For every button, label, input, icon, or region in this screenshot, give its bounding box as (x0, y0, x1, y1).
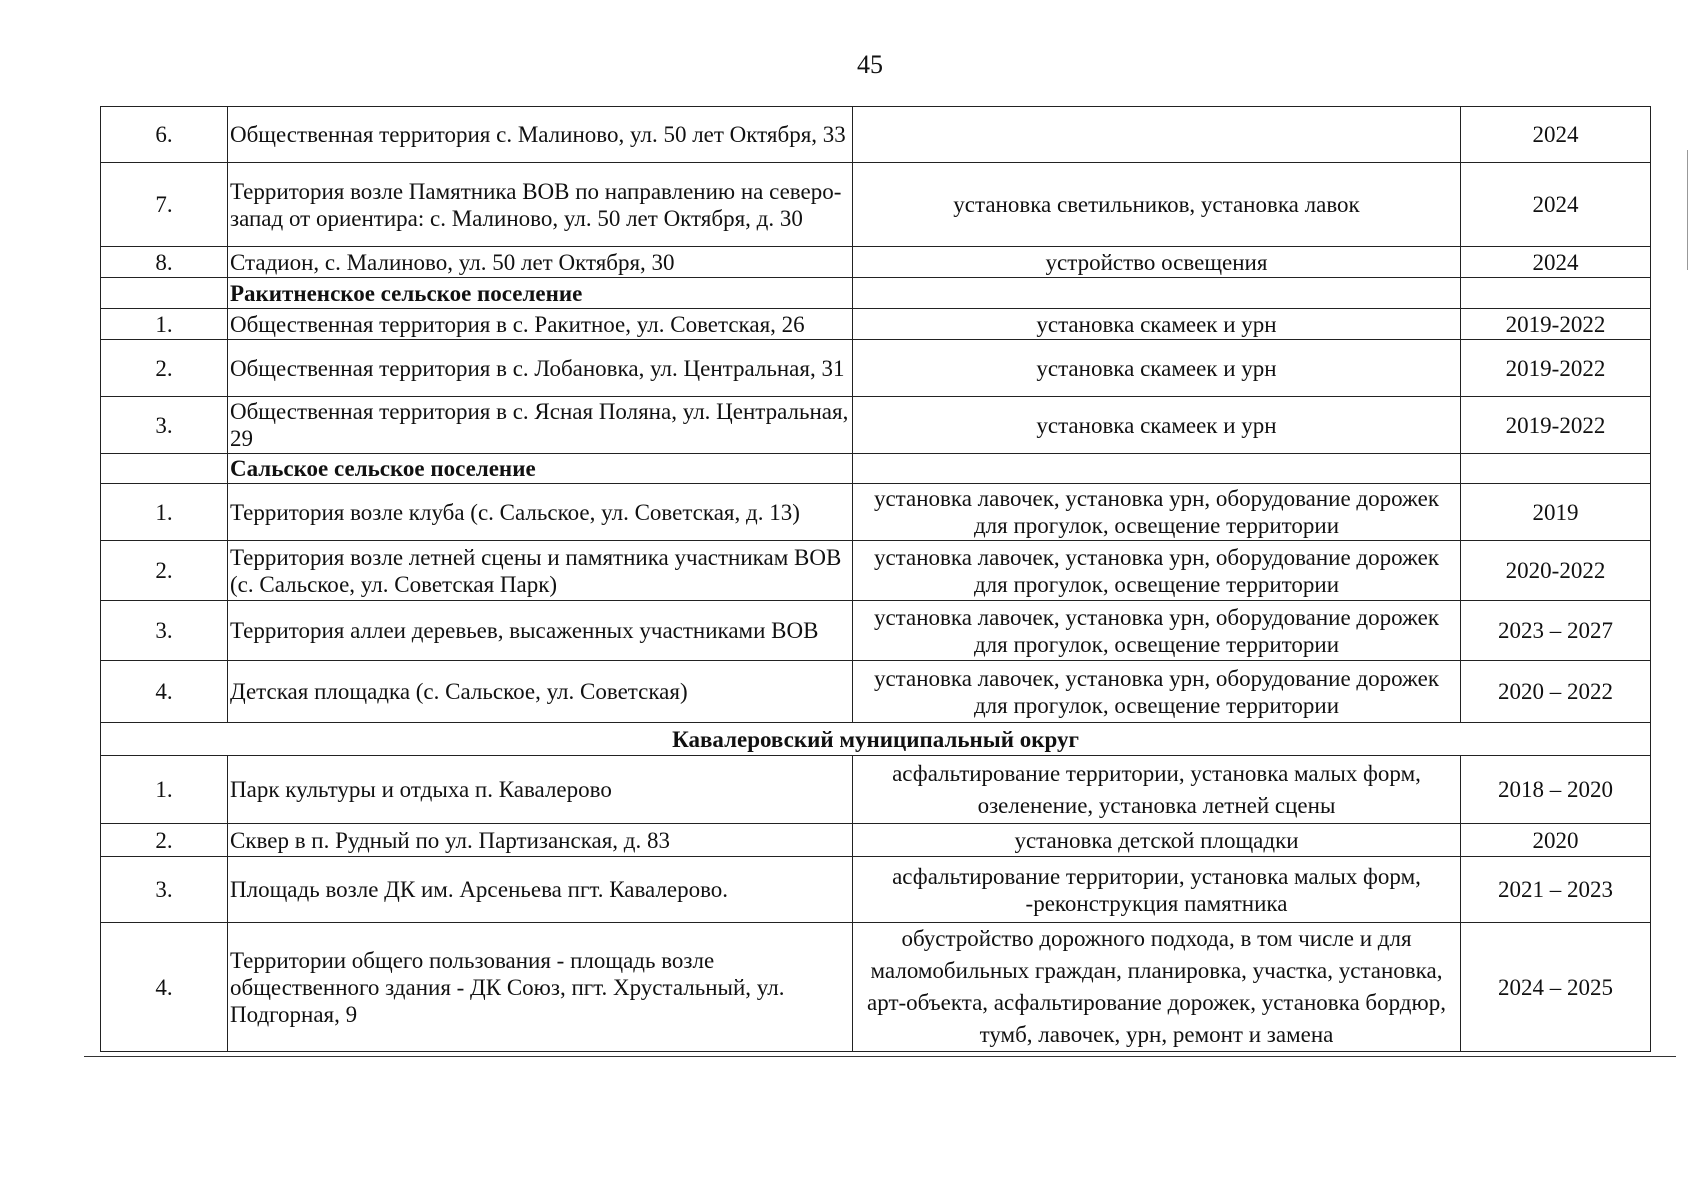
territory-name: Территория аллеи деревьев, высаженных участниками ВОВ (228, 601, 853, 661)
row-number: 4. (101, 923, 228, 1052)
section-number-cell (101, 278, 228, 309)
section-year-cell (1461, 278, 1651, 309)
row-number: 3. (101, 601, 228, 661)
section-title: Ракитненское сельское поселение (228, 278, 853, 309)
territory-name: Площадь возле ДК им. Арсеньева пгт. Кавалерово. (228, 857, 853, 923)
row-number: 3. (101, 397, 228, 454)
work-description: установка светильников, установка лавок (853, 163, 1461, 247)
work-description: установка скамеек и урн (853, 397, 1461, 454)
table-row (101, 601, 1651, 661)
territory-name: Общественная территория с. Малиново, ул. 50 лет Октября, 33 (228, 107, 853, 163)
work-years: 2020-2022 (1461, 541, 1651, 601)
table-row (101, 107, 1651, 163)
table-row (101, 661, 1651, 723)
work-years: 2023 – 2027 (1461, 601, 1651, 661)
row-number: 8. (101, 247, 228, 278)
row-number: 2. (101, 824, 228, 857)
row-number: 1. (101, 756, 228, 824)
territory-name: Территория возле летней сцены и памятника участникам ВОВ (с. Сальское, ул. Советская Парк) (228, 541, 853, 601)
work-description: установка лавочек, установка урн, оборудование дорожек для прогулок, освещение территории (853, 661, 1461, 723)
improvement-table (100, 106, 1651, 1052)
work-description: установка лавочек, установка урн, оборудование дорожек для прогулок, освещение территории (853, 484, 1461, 541)
territory-name: Общественная территория в с. Ракитное, ул. Советская, 26 (228, 309, 853, 340)
row-number: 1. (101, 484, 228, 541)
scan-edge-mark (1687, 150, 1688, 270)
row-number: 1. (101, 309, 228, 340)
work-years: 2020 (1461, 824, 1651, 857)
page-number: 45 (857, 50, 883, 79)
table-row (101, 340, 1651, 397)
work-years: 2019-2022 (1461, 397, 1651, 454)
work-description: установка лавочек, установка урн, оборудование дорожек для прогулок, освещение территории (853, 601, 1461, 661)
row-number: 7. (101, 163, 228, 247)
district-title: Кавалеровский муниципальный округ (101, 723, 1651, 756)
work-years: 2019 (1461, 484, 1651, 541)
table-row (101, 541, 1651, 601)
work-years: 2024 (1461, 107, 1651, 163)
work-description: устройство освещения (853, 247, 1461, 278)
table-row (101, 309, 1651, 340)
section-header-row (101, 278, 1651, 309)
work-years: 2024 – 2025 (1461, 923, 1651, 1052)
table-row (101, 756, 1651, 824)
row-number: 6. (101, 107, 228, 163)
work-description: установка детской площадки (853, 824, 1461, 857)
territory-name: Стадион, с. Малиново, ул. 50 лет Октября, 30 (228, 247, 853, 278)
table-row (101, 484, 1651, 541)
table-row (101, 247, 1651, 278)
row-number: 2. (101, 340, 228, 397)
territory-name: Парк культуры и отдыха п. Кавалерово (228, 756, 853, 824)
row-number: 2. (101, 541, 228, 601)
territory-name: Общественная территория в с. Ясная Поляна, ул. Центральная, 29 (228, 397, 853, 454)
work-description: обустройство дорожного подхода, в том числе и для маломобильных граждан, планировка, участка, установка, арт-объекта, асфальтирование дорожек, установка бордюр, тумб, лавочек, урн, ремонт и замена (853, 923, 1461, 1052)
work-years: 2024 (1461, 247, 1651, 278)
section-number-cell (101, 454, 228, 484)
work-years: 2020 – 2022 (1461, 661, 1651, 723)
territory-name: Сквер в п. Рудный по ул. Партизанская, д. 83 (228, 824, 853, 857)
work-description (853, 107, 1461, 163)
work-description: установка скамеек и урн (853, 309, 1461, 340)
table-row (101, 163, 1651, 247)
territory-name: Общественная территория в с. Лобановка, ул. Центральная, 31 (228, 340, 853, 397)
table-row (101, 824, 1651, 857)
section-title: Сальское сельское поселение (228, 454, 853, 484)
section-work-cell (853, 454, 1461, 484)
territory-name: Территория возле клуба (с. Сальское, ул. Советская, д. 13) (228, 484, 853, 541)
work-years: 2019-2022 (1461, 309, 1651, 340)
row-number: 4. (101, 661, 228, 723)
work-description: асфальтирование территории, установка малых форм, -реконструкция памятника (853, 857, 1461, 923)
table-row (101, 923, 1651, 1052)
district-header-row (101, 723, 1651, 756)
table-row (101, 857, 1651, 923)
territory-name: Территория возле Памятника ВОВ по направлению на северо-запад от ориентира: с. Малиново, ул. 50 лет Октября, д. 30 (228, 163, 853, 247)
section-work-cell (853, 278, 1461, 309)
work-description: установка скамеек и урн (853, 340, 1461, 397)
territory-name: Детская площадка (с. Сальское, ул. Советская) (228, 661, 853, 723)
page-bottom-rule (84, 1056, 1676, 1057)
work-description: асфальтирование территории, установка малых форм, озеленение, установка летней сцены (853, 756, 1461, 824)
work-years: 2021 – 2023 (1461, 857, 1651, 923)
row-number: 3. (101, 857, 228, 923)
work-years: 2018 – 2020 (1461, 756, 1651, 824)
work-years: 2019-2022 (1461, 340, 1651, 397)
work-years: 2024 (1461, 163, 1651, 247)
territory-name: Территории общего пользования - площадь возле общественного здания - ДК Союз, пгт. Хрустальный, ул. Подгорная, 9 (228, 923, 853, 1052)
work-description: установка лавочек, установка урн, оборудование дорожек для прогулок, освещение территории (853, 541, 1461, 601)
table-row (101, 397, 1651, 454)
section-year-cell (1461, 454, 1651, 484)
section-header-row (101, 454, 1651, 484)
